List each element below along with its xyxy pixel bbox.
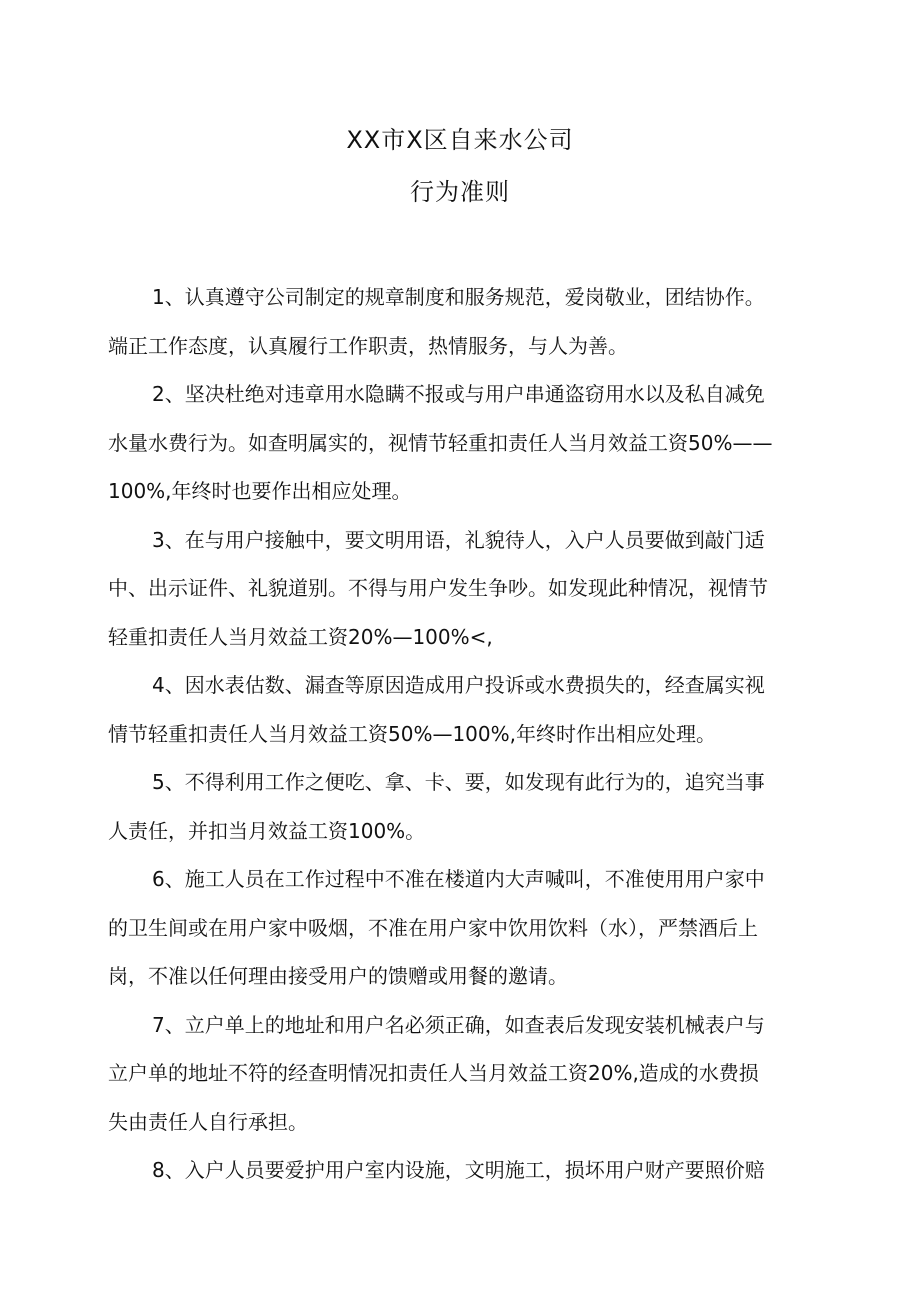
paragraph-line: 3、在与用户接触中，要文明用语，礼貌待人，入户人员要做到敲门适: [152, 527, 765, 552]
paragraph-line: 4、因水表估数、漏查等原因造成用户投诉或水费损失的，经查属实视: [152, 673, 765, 697]
paragraph-line: 轻重扣责任人当月效益工资20%—100%<,: [108, 624, 493, 649]
paragraph-line: 失由责任人自行承担。: [108, 1109, 308, 1134]
paragraph-line: 情节轻重扣责任人当月效益工资50%—100%,年终时作出相应处理。: [108, 721, 716, 746]
paragraph-line: 2、坚决杜绝对违章用水隐瞒不报或与用户串通盗窃用水以及私自减免: [152, 382, 765, 406]
paragraph-5: [108, 758, 820, 855]
document-subtitle: 行为准则: [410, 178, 510, 206]
paragraph-6: [108, 855, 820, 1001]
paragraph-line: 立户单的地址不符的经查明情况扣责任人当月效益工资20%,造成的水费损: [108, 1061, 759, 1085]
paragraph-line: 水量水费行为。如查明属实的，视情节轻重扣责任人当月效益工资50%——: [108, 430, 773, 455]
paragraph-line: 中、出示证件、礼貌道别。不得与用户发生争吵。如发现此种情况，视情节: [108, 576, 768, 600]
paragraph-1: [108, 273, 820, 370]
paragraph-line: 6、施工人员在工作过程中不准在楼道内大声喊叫，不准使用用户家中: [152, 867, 765, 891]
paragraph-4: [108, 661, 820, 758]
paragraph-line: 100%,年终时也要作出相应处理。: [108, 479, 412, 503]
paragraph-line: 7、立户单上的地址和用户名必须正确，如查表后发现安装机械表户与: [152, 1012, 765, 1037]
paragraph-7: [108, 1001, 820, 1147]
paragraph-line: 人责任，并扣当月效益工资100%。: [108, 818, 426, 843]
paragraph-line: 8、入户人员要爱护用户室内设施，文明施工，损坏用户财产要照价赔: [152, 1158, 765, 1182]
paragraph-line: 端正工作态度，认真履行工作职责，热情服务，与人为善。: [108, 333, 628, 358]
paragraph-line: 的卫生间或在用户家中吸烟，不准在用户家中饮用饮料（水），严禁酒后上: [108, 915, 758, 940]
document-body: [108, 273, 820, 1195]
paragraph-2: [108, 370, 820, 516]
paragraph-line: 岗，不准以任何理由接受用户的馈赠或用餐的邀请。: [108, 964, 568, 988]
paragraph-line: 5、不得利用工作之便吃、拿、卡、要，如发现有此行为的，追究当事: [152, 770, 765, 794]
paragraph-3: [108, 516, 820, 662]
document-title: XX市X区自来水公司: [346, 126, 574, 154]
paragraph-8: [108, 1146, 820, 1195]
paragraph-line: 1、认真遵守公司制定的规章制度和服务规范，爱岗敬业，团结协作。: [152, 285, 765, 309]
